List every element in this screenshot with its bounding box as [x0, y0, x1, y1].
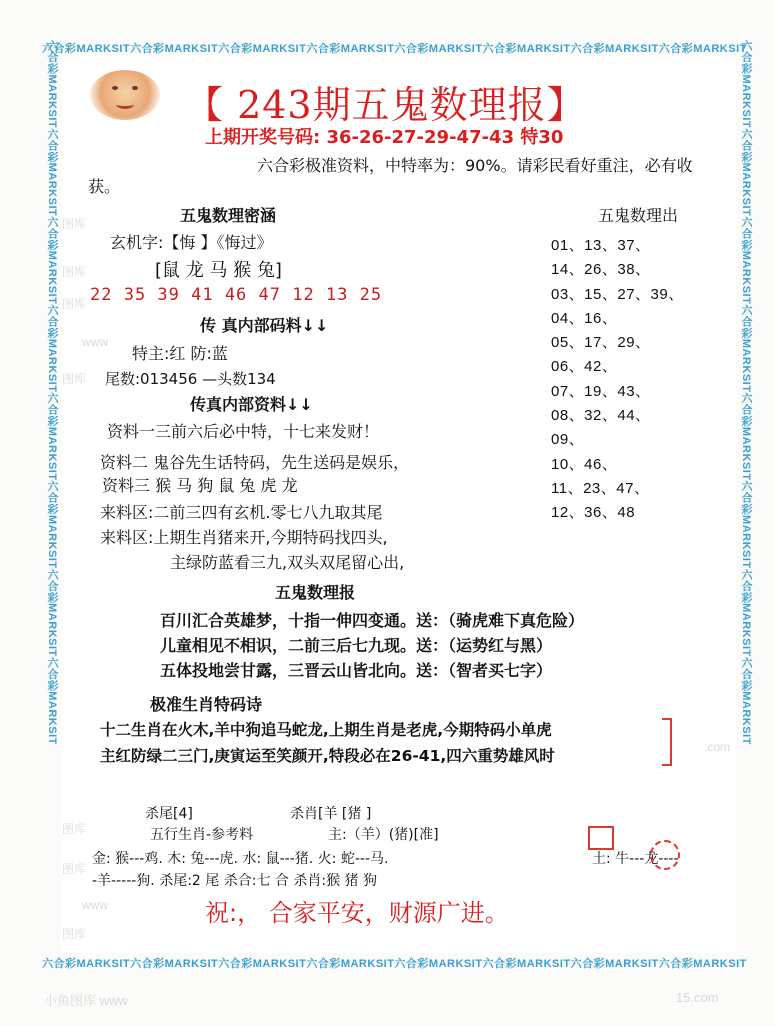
list-item: 06、42、 — [551, 358, 618, 376]
laiqu-line: 来料区:上期生肖猪来开,今期特码找四头, — [100, 528, 388, 547]
ziliao-line: 资料一三前六后必中特，十七来发财！ — [107, 422, 380, 441]
watermark-url: www — [82, 898, 108, 912]
frame-left-strip: 六合彩MARKSIT六合彩MARKSIT六合彩MARKSIT六合彩MARKSIT六合彩MARKSIT六合彩MARKSIT六合彩MARKSIT六合彩MARKSIT — [46, 40, 58, 745]
zodiac-five: [鼠 龙 马 猴 兔] — [155, 260, 282, 281]
list-item: 11、23、47、 — [551, 479, 650, 497]
report-line: 五体投地尝甘露，三晋云山皆北向。送：（智者买七字） — [160, 661, 553, 680]
poem-line: 主红防绿二三门,庚寅运至笑颜开,特段必在26-41,四六重势雄风时 — [100, 747, 555, 765]
tezhu-text: 特主:红 防:蓝 — [132, 344, 228, 363]
wuxing-label: 五行生肖-参考料 — [150, 827, 254, 843]
bottom-right-watermark: 15.com — [676, 990, 719, 1005]
list-item: 08、32、44、 — [551, 407, 651, 425]
list-item: 03、15、27、39、 — [551, 285, 684, 303]
report-line: 儿童相见不相识，二前三后七九现。送：（运势红与黑） — [160, 636, 553, 655]
bottom-left-watermark: 小鱼图库 www — [44, 993, 128, 1008]
watermark: 图库 — [62, 217, 87, 231]
laiqu-line: 来料区:二前三四有玄机.零七八九取其尾 — [100, 503, 383, 522]
watermark: 图库 — [62, 822, 87, 836]
ziliao-line: 资料二 鬼谷先生话特码，先生送码是娱乐， — [100, 453, 410, 472]
wuxing-line-tail: 土: 牛---龙---- — [592, 851, 679, 867]
fax-heading: 传 真内部码料↓↓ — [200, 316, 329, 335]
list-item: 04、16、 — [551, 309, 618, 327]
list-item: 07、19、43、 — [551, 382, 651, 400]
wuxing-line: 金: 猴---鸡. 木: 兔---虎. 水: 鼠---猪. 火: 蛇---马. — [92, 851, 389, 867]
frame-bottom-strip: 六合彩MARKSIT六合彩MARKSIT六合彩MARKSIT六合彩MARKSIT六合彩MARKSIT六合彩MARKSIT六合彩MARKSIT六合彩MARKSIT — [42, 958, 747, 970]
fax-heading: 传真内部资料↓↓ — [190, 395, 313, 414]
watermark-side: .com — [704, 740, 731, 754]
red-seal-stamp — [588, 826, 614, 850]
xuanji-text: 玄机字:【悔 】《悔过》 — [110, 233, 273, 252]
frame-top-strip: 六合彩MARKSIT六合彩MARKSIT六合彩MARKSIT六合彩MARKSIT六合彩MARKSIT六合彩MARKSIT六合彩MARKSIT六合彩MARKSIT — [42, 43, 747, 55]
left-heading: 五鬼数理密涵 — [180, 206, 277, 225]
shawei-text: 杀尾[4] — [145, 806, 193, 822]
list-item: 05、17、29、 — [551, 334, 651, 352]
report-line: 百川汇合英雄梦，十指一伸四变通。送：（骑虎难下真危险） — [160, 611, 585, 630]
poem-line: 十二生肖在火木,羊中狗追马蛇龙,上期生肖是老虎,今期特码小单虎 — [100, 721, 552, 739]
intro-line: 获。 — [88, 177, 121, 196]
weishu-text: 尾数:013456 —头数134 — [105, 370, 276, 388]
number-list: 22 35 39 41 46 47 12 13 25 — [90, 285, 383, 305]
zhu-text: 主:（羊）(猪)[准] — [328, 827, 439, 843]
poem-heading: 极准生肖特码诗 — [150, 695, 263, 714]
ziliao-line: 资料三 猴 马 狗 鼠 兔 虎 龙 — [102, 476, 298, 495]
list-item: 12、36、48 — [551, 504, 636, 522]
list-item: 14、26、38、 — [551, 261, 651, 279]
watermark: 图库 — [62, 297, 87, 311]
laughing-face-icon — [90, 70, 160, 120]
list-item: 09、 — [551, 431, 585, 449]
watermark-url: www — [82, 335, 108, 349]
list-item: 01、13、37、 — [551, 237, 651, 254]
watermark: 图库 — [62, 862, 87, 876]
watermark: 图库 — [62, 372, 87, 386]
frame-right-strip: 六合彩MARKSIT六合彩MARKSIT六合彩MARKSIT六合彩MARKSIT六合彩MARKSIT六合彩MARKSIT六合彩MARKSIT六合彩MARKSIT — [740, 40, 752, 745]
laiqu-line: 主绿防蓝看三九,双头双尾留心出, — [170, 553, 405, 572]
page-title: 【 243期五鬼数理报】 — [185, 83, 586, 127]
watermark: 图库 — [62, 927, 87, 941]
report-heading: 五鬼数理报 — [275, 583, 356, 602]
shaxiao-text: 杀肖[羊 [猪 ] — [290, 806, 372, 822]
intro-line: 六合彩极准资料，中特率为：90%。请彩民看好重注，必有收 — [257, 156, 693, 175]
right-heading: 五鬼数理出 — [598, 206, 679, 225]
watermark: 图库 — [62, 265, 87, 279]
red-seal-stamp — [662, 718, 672, 766]
blessing-text: 祝:， 合家平安，财源广进。 — [205, 899, 509, 927]
prev-draw-numbers: 上期开奖号码: 36-26-27-29-47-43 特30 — [205, 127, 564, 148]
right-number-list — [551, 234, 684, 526]
wuxing-line: -羊-----狗. 杀尾:2 尾 杀合:七 合 杀肖:猴 猪 狗 — [92, 873, 377, 889]
red-seal-stamp — [650, 840, 680, 870]
list-item: 10、46、 — [551, 455, 618, 473]
